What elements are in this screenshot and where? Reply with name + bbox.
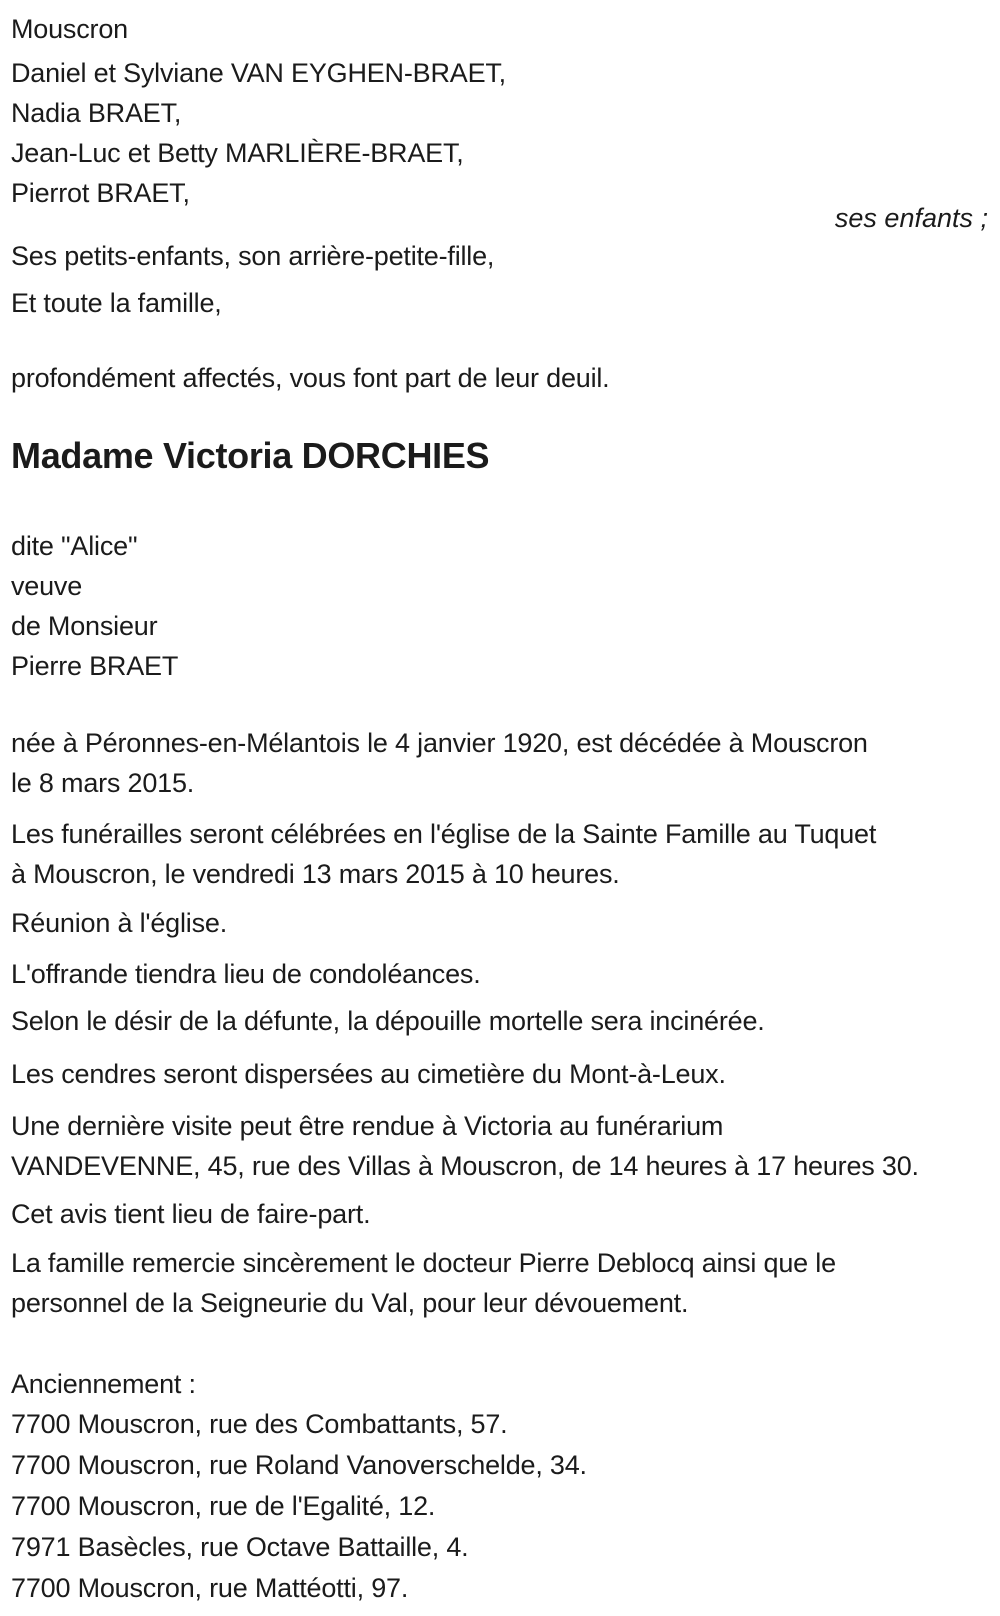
text-line: née à Péronnes-en-Mélantois le 4 janvier 1920, est décédée à Mouscron (11, 728, 868, 758)
text-line: 7971 Basècles, rue Octave Battaille, 4. (11, 1532, 469, 1562)
text-line: Jean-Luc et Betty MARLIÈRE-BRAET, (11, 138, 464, 168)
text-line: Cet avis tient lieu de faire-part. (11, 1199, 371, 1229)
former-addresses-list (11, 1404, 988, 1609)
text-line: Pierrot BRAET, (11, 178, 190, 208)
text-line: personnel de la Seigneurie du Val, pour leur dévouement. (11, 1288, 689, 1318)
text-line: de Monsieur (11, 611, 158, 641)
text-line: 7700 Mouscron, rue de l'Egalité, 12. (11, 1491, 436, 1521)
text-line: 7700 Mouscron, rue Roland Vanoverschelde, 34. (11, 1450, 587, 1480)
text-line: Nadia BRAET, (11, 98, 182, 128)
thanks-paragraph (11, 1243, 988, 1323)
text-line: Daniel et Sylviane VAN EYGHEN-BRAET, (11, 58, 506, 88)
text-line: Réunion à l'église. (11, 908, 227, 938)
announcement-line: profondément affectés, vous font part de leur deuil. (11, 363, 610, 393)
text-line: Les funérailles seront célébrées en l'église de la Sainte Famille au Tuquet (11, 819, 877, 849)
offering-paragraph (11, 954, 988, 994)
text-line: La famille remercie sincèrement le docteur Pierre Deblocq ainsi que le (11, 1248, 836, 1278)
text-line: Selon le désir de la défunte, la dépouille mortelle sera incinérée. (11, 1006, 765, 1036)
faire-part-paragraph (11, 1194, 988, 1234)
text-line: VANDEVENNE, 45, rue des Villas à Mouscron, de 14 heures à 17 heures 30. (11, 1151, 919, 1181)
birth-death-paragraph (11, 723, 988, 803)
text-line: à Mouscron, le vendredi 13 mars 2015 à 10 heures. (11, 859, 620, 889)
alias-line: dite "Alice" (11, 531, 138, 561)
text-line: Les cendres seront dispersées au cimetière du Mont-à-Leux. (11, 1059, 726, 1089)
place-line: Mouscron (11, 14, 128, 44)
status-lines (11, 566, 988, 686)
text-line: le 8 mars 2015. (11, 768, 195, 798)
children-names-list (11, 53, 988, 213)
meeting-paragraph (11, 903, 988, 943)
funeral-paragraph (11, 814, 988, 894)
text-line: veuve (11, 571, 83, 601)
ashes-paragraph (11, 1054, 988, 1094)
deceased-name-heading: Madame Victoria DORCHIES (11, 435, 490, 476)
text-line: 7700 Mouscron, rue Mattéotti, 97. (11, 1573, 409, 1603)
alias-and-status-block (11, 526, 988, 686)
grandchildren-line: Ses petits-enfants, son arrière-petite-fille, (11, 241, 495, 271)
text-line: Une dernière visite peut être rendue à Victoria au funérarium (11, 1111, 724, 1141)
text-line: Pierre BRAET (11, 651, 179, 681)
children-relation-label: ses enfants ; (834, 203, 988, 233)
last-visit-paragraph (11, 1106, 988, 1186)
family-line: Et toute la famille, (11, 288, 222, 318)
text-line: L'offrande tiendra lieu de condoléances. (11, 959, 481, 989)
cremation-wish-paragraph (11, 1001, 988, 1041)
former-addresses-label: Anciennement : (11, 1369, 196, 1399)
text-line: 7700 Mouscron, rue des Combattants, 57. (11, 1409, 508, 1439)
